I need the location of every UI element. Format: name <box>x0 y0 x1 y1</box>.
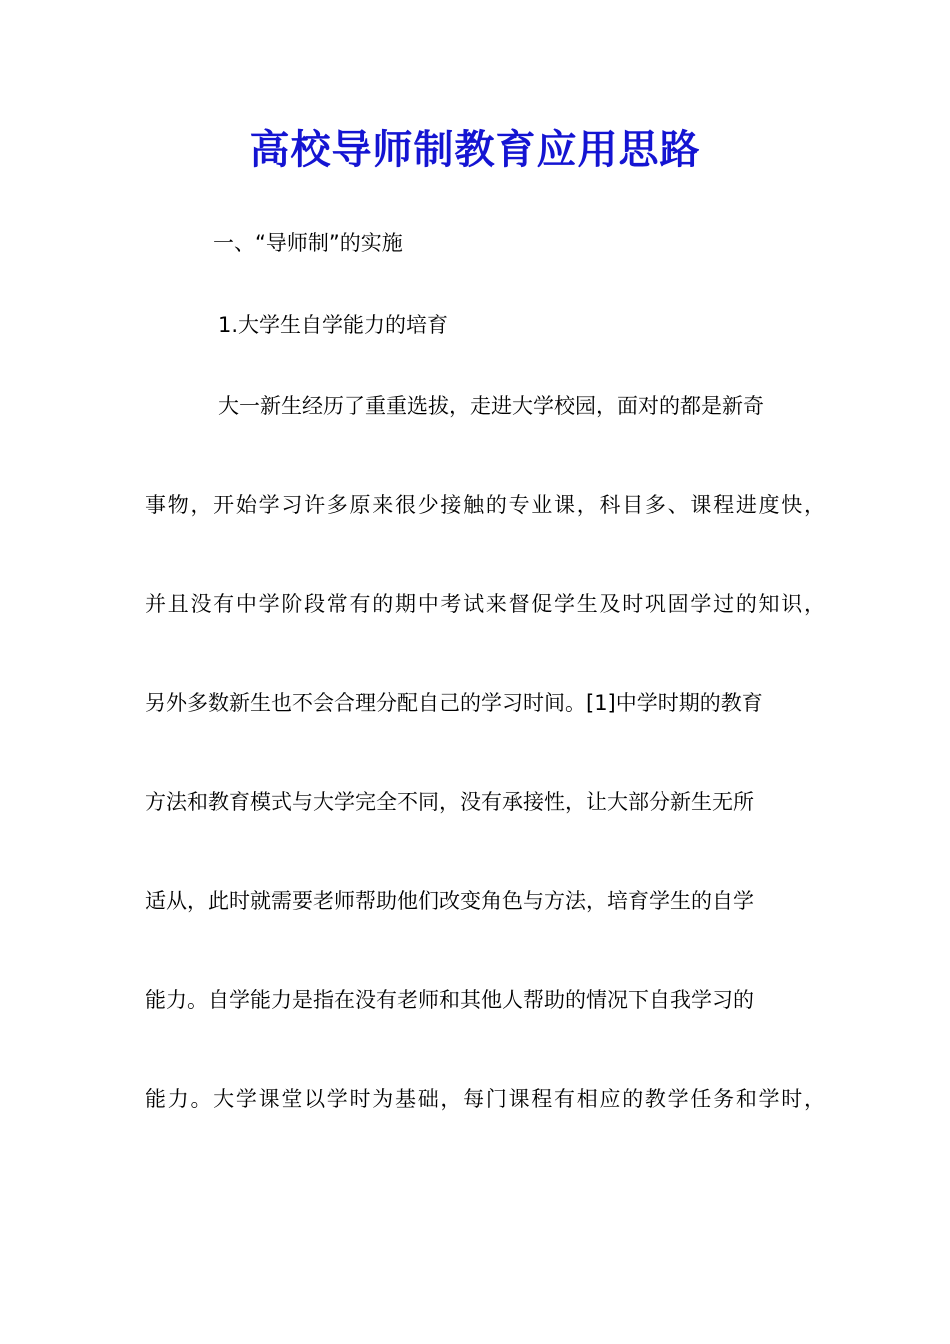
section-heading: 一、“导师制”的实施 <box>213 231 403 255</box>
paragraph-line: 大一新生经历了重重选拔，走进大学校园，面对的都是新奇 <box>218 394 764 418</box>
paragraph-line: 适从，此时就需要老师帮助他们改变角色与方法，培育学生的自学 <box>145 889 754 913</box>
paragraph-line: 并且没有中学阶段常有的期中考试来督促学生及时巩固学过的知识， <box>145 592 825 616</box>
paragraph-line: 能力。自学能力是指在没有老师和其他人帮助的情况下自我学习的 <box>145 988 754 1012</box>
document-title: 高校导师制教育应用思路 <box>249 126 701 173</box>
paragraph-line: 事物，开始学习许多原来很少接触的专业课，科目多、课程进度快， <box>145 493 825 517</box>
paragraph-line: 方法和教育模式与大学完全不同，没有承接性，让大部分新生无所 <box>145 790 754 814</box>
paragraph-line: 另外多数新生也不会合理分配自己的学习时间。[1]中学时期的教育 <box>145 691 763 715</box>
subsection-heading: 1.大学生自学能力的培育 <box>218 313 449 337</box>
paragraph-line: 能力。大学课堂以学时为基础，每门课程有相应的教学任务和学时， <box>145 1087 825 1111</box>
